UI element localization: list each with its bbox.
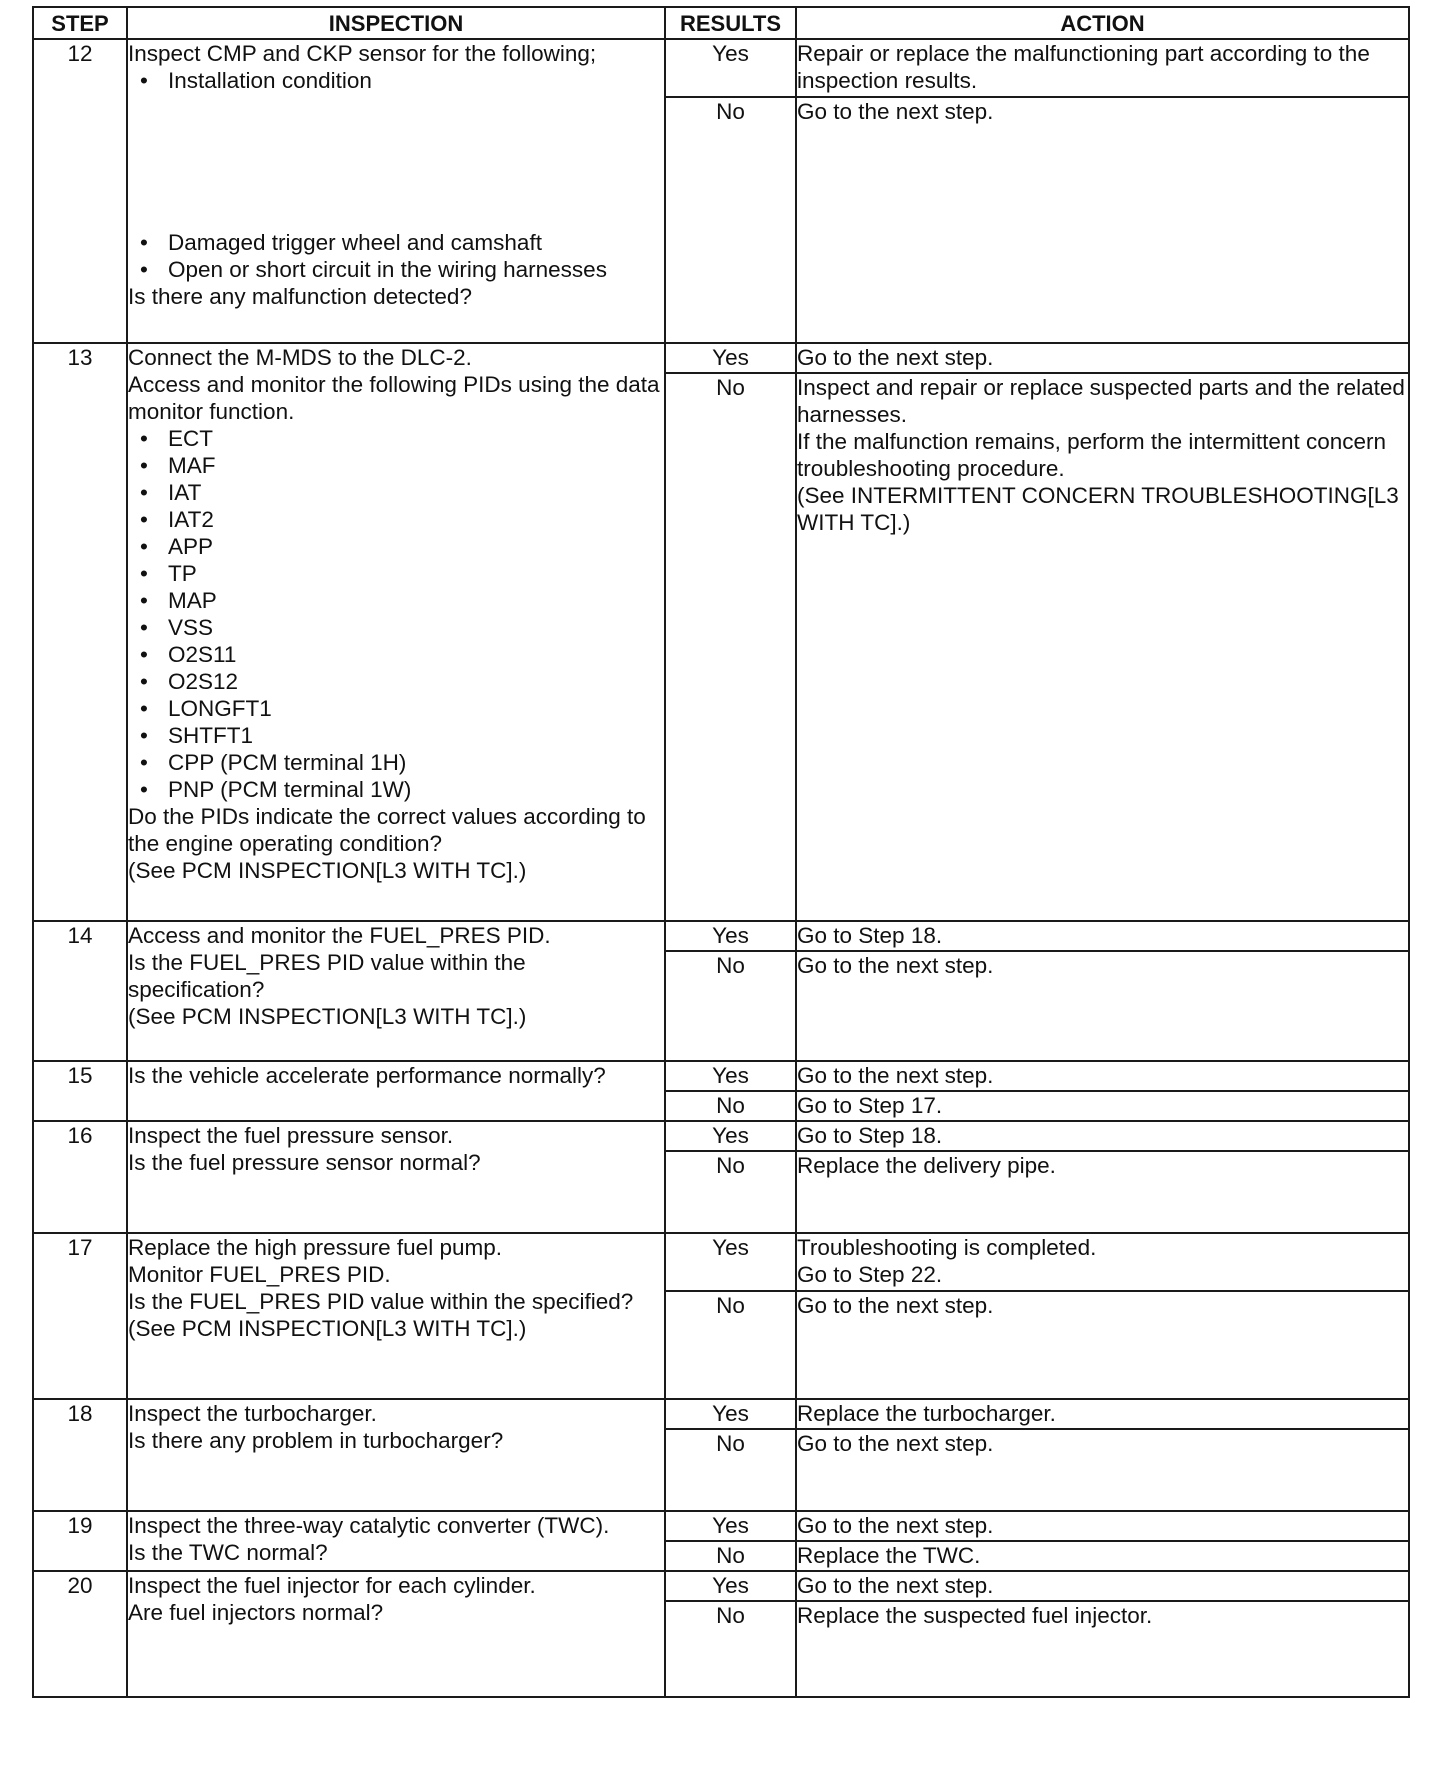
step-18-yes-row: [33, 1399, 1409, 1429]
inspection-cell: [127, 1121, 665, 1233]
action-no: [796, 1429, 1409, 1511]
inspection-cell: [127, 1399, 665, 1511]
step-number: 18: [33, 1399, 127, 1511]
step-number: 19: [33, 1511, 127, 1571]
step-12-yes-row: [33, 39, 1409, 97]
inspection-text: Inspect CMP and CKP sensor for the following;: [128, 41, 597, 66]
pid-bullet: • O2S11: [128, 641, 664, 668]
step-14-yes-row: [33, 921, 1409, 951]
inspection-text: Is the vehicle accelerate performance normally?: [128, 1063, 606, 1088]
action-text: Go to Step 18.: [797, 923, 943, 948]
action-yes: [796, 343, 1409, 373]
result-no: No: [665, 97, 796, 343]
pid-bullet: • LONGFT1: [128, 695, 664, 722]
action-text: Replace the TWC.: [797, 1543, 981, 1568]
pid-bullet: • PNP (PCM terminal 1W): [128, 776, 664, 803]
action-reference: (See INTERMITTENT CONCERN TROUBLESHOOTING[L3 WITH TC].): [797, 483, 1406, 535]
action-text: Go to the next step.: [797, 1573, 994, 1598]
inspection-text: Monitor FUEL_PRES PID.: [128, 1262, 391, 1287]
inspection-text: Connect the M-MDS to the DLC-2.: [128, 345, 472, 370]
inspection-text: Inspect the fuel pressure sensor.: [128, 1123, 454, 1148]
action-yes: [796, 921, 1409, 951]
result-yes: Yes: [665, 1571, 796, 1601]
pid-bullet: • CPP (PCM terminal 1H): [128, 749, 664, 776]
step-17-yes-row: [33, 1233, 1409, 1291]
step-13-yes-row: [33, 343, 1409, 373]
action-no: [796, 1091, 1409, 1121]
action-text: Go to Step 22.: [797, 1262, 943, 1287]
action-no: [796, 373, 1412, 921]
action-yes: [796, 1511, 1409, 1541]
result-no: No: [665, 1291, 796, 1399]
action-yes: [796, 1233, 1409, 1291]
inspection-text: Access and monitor the FUEL_PRES PID.: [128, 923, 551, 948]
action-text: Go to Step 18.: [797, 1123, 943, 1148]
inspection-text: Is there any problem in turbocharger?: [128, 1428, 504, 1453]
inspection-question: Do the PIDs indicate the correct values according to the engine operating condition?: [128, 804, 653, 856]
header-step: STEP: [33, 7, 127, 39]
step-number: 12: [33, 39, 127, 343]
result-no: No: [665, 1091, 796, 1121]
step-number: 15: [33, 1061, 127, 1121]
inspection-cell: [127, 1061, 665, 1121]
inspection-bullet: • Open or short circuit in the wiring harnesses: [128, 256, 664, 283]
result-no: No: [665, 951, 796, 1061]
inspection-reference: (See PCM INSPECTION[L3 WITH TC].): [128, 858, 527, 883]
result-no: No: [665, 373, 796, 921]
result-yes: Yes: [665, 1511, 796, 1541]
header-action: ACTION: [796, 7, 1409, 39]
inspection-reference: (See PCM INSPECTION[L3 WITH TC].): [128, 1004, 527, 1029]
result-yes: Yes: [665, 1061, 796, 1091]
action-text: Go to the next step.: [797, 99, 994, 124]
action-text: Inspect and repair or replace suspected parts and the related harnesses.: [797, 375, 1412, 427]
inspection-cell: [127, 1571, 665, 1697]
inspection-text: Is the FUEL_PRES PID value within the specification?: [128, 950, 532, 1002]
step-number: 16: [33, 1121, 127, 1233]
action-text: Replace the suspected fuel injector.: [797, 1603, 1153, 1628]
inspection-text: Inspect the fuel injector for each cylinder.: [128, 1573, 536, 1598]
inspection-cell: [127, 343, 665, 921]
header-row: [33, 7, 1409, 39]
action-text: Go to the next step.: [797, 1431, 994, 1456]
inspection-cell: [127, 1511, 665, 1571]
pid-bullet: • IAT: [128, 479, 664, 506]
inspection-cell: [127, 1233, 665, 1399]
action-no: [796, 1151, 1409, 1233]
action-no: [796, 1601, 1409, 1697]
action-text: Troubleshooting is completed.: [797, 1235, 1097, 1260]
inspection-text: Is the TWC normal?: [128, 1540, 328, 1565]
action-text: Repair or replace the malfunctioning part according to the inspection results.: [797, 41, 1377, 93]
pid-bullet: • TP: [128, 560, 664, 587]
inspection-question: Is there any malfunction detected?: [128, 284, 472, 309]
step-15-yes-row: [33, 1061, 1409, 1091]
inspection-reference: (See PCM INSPECTION[L3 WITH TC].): [128, 1316, 527, 1341]
result-no: No: [665, 1601, 796, 1697]
step-number: 17: [33, 1233, 127, 1399]
result-yes: Yes: [665, 921, 796, 951]
inspection-cell: [127, 39, 665, 343]
action-text: Go to Step 17.: [797, 1093, 943, 1118]
step-19-yes-row: [33, 1511, 1409, 1541]
inspection-text: Replace the high pressure fuel pump.: [128, 1235, 502, 1260]
step-number: 13: [33, 343, 127, 921]
inspection-text: Inspect the turbocharger.: [128, 1401, 377, 1426]
action-text: If the malfunction remains, perform the intermittent concern troubleshooting procedure.: [797, 429, 1393, 481]
pid-bullet: • SHTFT1: [128, 722, 664, 749]
action-text: Go to the next step.: [797, 953, 994, 978]
result-no: No: [665, 1429, 796, 1511]
action-text: Go to the next step.: [797, 1063, 994, 1088]
action-text: Go to the next step.: [797, 345, 994, 370]
result-no: No: [665, 1151, 796, 1233]
action-text: Replace the delivery pipe.: [797, 1153, 1056, 1178]
pid-bullet: • APP: [128, 533, 664, 560]
header-results: RESULTS: [665, 7, 796, 39]
action-yes: [796, 39, 1409, 97]
result-yes: Yes: [665, 1399, 796, 1429]
pid-bullet: • MAP: [128, 587, 664, 614]
pid-bullet: • VSS: [128, 614, 664, 641]
action-text: Replace the turbocharger.: [797, 1401, 1056, 1426]
step-number: 14: [33, 921, 127, 1061]
pid-bullet: • ECT: [128, 425, 664, 452]
step-20-yes-row: [33, 1571, 1409, 1601]
result-no: No: [665, 1541, 796, 1571]
action-yes: [796, 1399, 1409, 1429]
action-text: Go to the next step.: [797, 1293, 994, 1318]
action-no: [796, 1541, 1409, 1571]
inspection-text: Inspect the three-way catalytic converter (TWC).: [128, 1513, 610, 1538]
pid-bullet: • O2S12: [128, 668, 664, 695]
inspection-text: Are fuel injectors normal?: [128, 1600, 384, 1625]
inspection-cell: [127, 921, 665, 1061]
inspection-text: Is the FUEL_PRES PID value within the specified?: [128, 1289, 634, 1314]
action-yes: [796, 1061, 1409, 1091]
inspection-text: Is the fuel pressure sensor normal?: [128, 1150, 481, 1175]
action-text: Go to the next step.: [797, 1513, 994, 1538]
action-no: [796, 97, 1409, 343]
result-yes: Yes: [665, 39, 796, 97]
result-yes: Yes: [665, 1233, 796, 1291]
inspection-bullet: • Damaged trigger wheel and camshaft: [128, 229, 664, 256]
inspection-bullet: • Installation condition: [128, 67, 664, 94]
header-inspection: INSPECTION: [127, 7, 665, 39]
action-no: [796, 951, 1409, 1061]
inspection-text: Access and monitor the following PIDs using the data monitor function.: [128, 372, 666, 424]
step-number: 20: [33, 1571, 127, 1697]
action-yes: [796, 1121, 1409, 1151]
step-16-yes-row: [33, 1121, 1409, 1151]
troubleshooting-table: [32, 6, 1410, 1698]
action-no: [796, 1291, 1409, 1399]
pid-bullet: • IAT2: [128, 506, 664, 533]
result-yes: Yes: [665, 1121, 796, 1151]
pid-bullet: • MAF: [128, 452, 664, 479]
result-yes: Yes: [665, 343, 796, 373]
action-yes: [796, 1571, 1409, 1601]
